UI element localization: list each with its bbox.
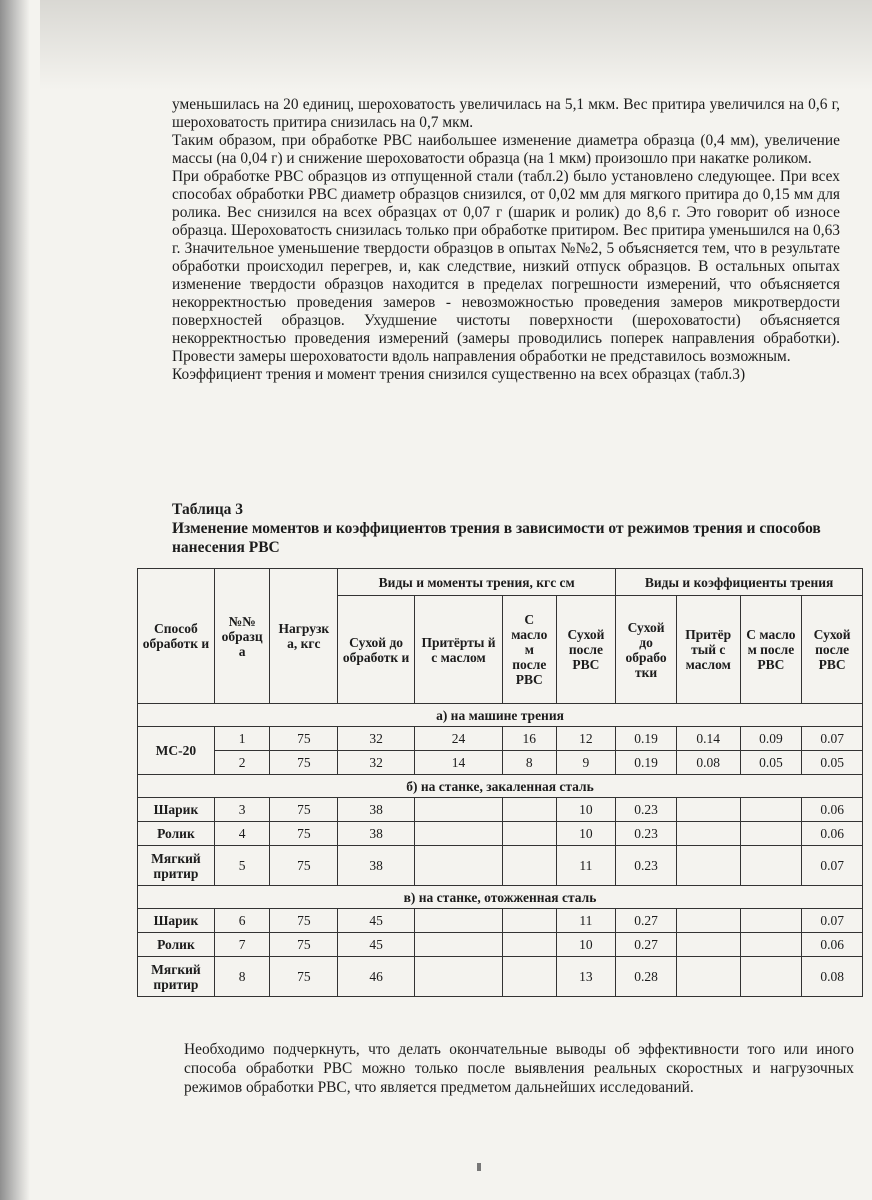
cell-k4: 0.06 — [802, 822, 863, 846]
conclusion-text — [184, 1040, 854, 1097]
cell-m4: 12 — [556, 727, 616, 751]
header-m-lapped-oil: Притёрты й с маслом — [415, 596, 503, 704]
cell-k1: 0.23 — [616, 798, 677, 822]
cell-k2 — [676, 909, 740, 933]
cell-m2 — [415, 798, 503, 822]
cell-load: 75 — [270, 933, 338, 957]
paragraph-4: Коэффициент трения и момент трения снизился существенно на всех образцах (табл.3) — [172, 366, 746, 383]
table-title: Изменение моментов и коэффициентов трения в зависимости от режимов трения и способов нанесения РВС — [172, 520, 821, 556]
cell-k4: 0.07 — [802, 909, 863, 933]
table-number: Таблица 3 — [172, 501, 243, 518]
cell-m3 — [503, 846, 557, 886]
cell-method: Ролик — [138, 822, 215, 846]
scan-top-shade — [40, 0, 872, 90]
cell-load: 75 — [270, 798, 338, 822]
header-group-moments: Виды и моменты трения, кгс см — [338, 569, 616, 596]
cell-k3 — [740, 822, 802, 846]
cell-m2 — [415, 933, 503, 957]
cell-k1: 0.27 — [616, 909, 677, 933]
cell-m3 — [503, 822, 557, 846]
header-m-dry-after: Сухой после РВС — [556, 596, 616, 704]
header-group-coeffs: Виды и коэффициенты трения — [616, 569, 863, 596]
cell-m1: 32 — [338, 727, 415, 751]
friction-table — [137, 568, 863, 997]
cell-k4: 0.06 — [802, 798, 863, 822]
cell-k4: 0.06 — [802, 933, 863, 957]
cell-load: 75 — [270, 751, 338, 775]
section-title-c: в) на станке, отожженная сталь — [138, 886, 863, 909]
cell-k4: 0.07 — [802, 727, 863, 751]
cell-sample: 2 — [214, 751, 270, 775]
cell-m3 — [503, 909, 557, 933]
cell-m1: 45 — [338, 909, 415, 933]
cell-k3 — [740, 798, 802, 822]
cell-k2 — [676, 846, 740, 886]
header-load: Нагрузк а, кгс — [270, 569, 338, 704]
cell-k3 — [740, 846, 802, 886]
cell-k2: 0.08 — [676, 751, 740, 775]
table-caption — [172, 500, 852, 557]
header-k-oil-after: С масло м после РВС — [740, 596, 802, 704]
cell-m4: 10 — [556, 798, 616, 822]
section-title-b: б) на станке, закаленная сталь — [138, 775, 863, 798]
header-m-dry-before: Сухой до обработк и — [338, 596, 415, 704]
cell-load: 75 — [270, 846, 338, 886]
cell-load: 75 — [270, 822, 338, 846]
cell-k1: 0.27 — [616, 933, 677, 957]
cell-m4: 10 — [556, 933, 616, 957]
cell-load: 75 — [270, 909, 338, 933]
cell-k2 — [676, 822, 740, 846]
scan-mark — [477, 1163, 481, 1171]
cell-m1: 46 — [338, 957, 415, 997]
cell-sample: 3 — [214, 798, 270, 822]
cell-k4: 0.05 — [802, 751, 863, 775]
cell-k4: 0.07 — [802, 846, 863, 886]
paragraph-3: При обработке РВС образцов из отпущенной стали (табл.2) было установлено следующее. При всех способах обработки РВС диаметр образцов снизился, от 0,02 мм для мягкого притира до 0,15 мм для ролика. Вес снизился на всех образцах от 0,07 г (шарик и ролик) до 8,6 г. Это говорит об износе образца. Шероховатость снизилась только при обработке притиром. Вес притира уменьшился на 0,63 г. Значительное уменьшение твердости образцов в опытах №№2, 5 объясняется тем, что в результате обработки происходил перегрев, и, как следствие, низкий отпуск образцов. В остальных опытах изменение твердости образцов находится в пределах погрешности измерений, что объясняется некорректностью проведения замеров - невозможностью проведения замеров микротвердости поверхностей образцов. Ухудшение чистоты поверхности (шероховатости) объясняется некорректностью проведения измерений (замеры проводились поперек направления обработки). Провести замеры шероховатости вдоль направления обработки не представилось возможным. — [172, 168, 840, 365]
cell-m4: 13 — [556, 957, 616, 997]
cell-m2 — [415, 822, 503, 846]
cell-sample: 5 — [214, 846, 270, 886]
cell-k1: 0.19 — [616, 727, 677, 751]
cell-k1: 0.19 — [616, 751, 677, 775]
cell-m4: 11 — [556, 909, 616, 933]
cell-sample: 1 — [214, 727, 270, 751]
cell-method: Мягкий притир — [138, 846, 215, 886]
cell-k2 — [676, 957, 740, 997]
cell-k1: 0.23 — [616, 822, 677, 846]
cell-sample: 4 — [214, 822, 270, 846]
cell-load: 75 — [270, 957, 338, 997]
cell-m3 — [503, 957, 557, 997]
header-k-lapped-oil: Притёр тый с маслом — [676, 596, 740, 704]
cell-m1: 45 — [338, 933, 415, 957]
cell-load: 75 — [270, 727, 338, 751]
cell-m3: 16 — [503, 727, 557, 751]
cell-m1: 38 — [338, 846, 415, 886]
header-m-oil-after: С масло м после РВС — [503, 596, 557, 704]
cell-m1: 32 — [338, 751, 415, 775]
header-k-dry-after: Сухой после РВС — [802, 596, 863, 704]
cell-k1: 0.23 — [616, 846, 677, 886]
body-text — [172, 96, 840, 384]
cell-method: МС-20 — [138, 727, 215, 775]
header-k-dry-before: Сухой до обрабо тки — [616, 596, 677, 704]
cell-m2 — [415, 957, 503, 997]
header-sample: №№ образц а — [214, 569, 270, 704]
cell-k3 — [740, 933, 802, 957]
cell-sample: 7 — [214, 933, 270, 957]
cell-k3 — [740, 957, 802, 997]
cell-m4: 9 — [556, 751, 616, 775]
cell-m2: 14 — [415, 751, 503, 775]
cell-k2 — [676, 933, 740, 957]
cell-method: Шарик — [138, 798, 215, 822]
conclusion-paragraph: Необходимо подчеркнуть, что делать окончательные выводы об эффективности того или иного способа обработки РВС можно только после выявления реальных скоростных и нагрузочных режимов обработки РВС, что является предметом дальнейших исследований. — [184, 1041, 854, 1096]
cell-m3 — [503, 933, 557, 957]
paragraph-2: Таким образом, при обработке РВС наибольшее изменение диаметра образца (0,4 мм), увеличение массы (на 0,04 г) и снижение шероховатости образца (на 1 мкм) произошло при накатке роликом. — [172, 132, 840, 167]
cell-m1: 38 — [338, 798, 415, 822]
cell-m2 — [415, 909, 503, 933]
paragraph-1: уменьшилась на 20 единиц, шероховатость увеличилась на 5,1 мкм. Вес притира увеличился на 0,6 г, шероховатость притира снизилась на 0,7 мкм. — [172, 96, 840, 131]
cell-sample: 6 — [214, 909, 270, 933]
header-method: Способ обработк и — [138, 569, 215, 704]
cell-m4: 10 — [556, 822, 616, 846]
cell-k2 — [676, 798, 740, 822]
cell-sample: 8 — [214, 957, 270, 997]
cell-k2: 0.14 — [676, 727, 740, 751]
cell-k3 — [740, 909, 802, 933]
cell-m2 — [415, 846, 503, 886]
cell-k3: 0.09 — [740, 727, 802, 751]
cell-m3: 8 — [503, 751, 557, 775]
cell-k1: 0.28 — [616, 957, 677, 997]
section-title-a: а) на машине трения — [138, 704, 863, 727]
cell-m3 — [503, 798, 557, 822]
scan-edge-shadow — [0, 0, 30, 1200]
cell-method: Ролик — [138, 933, 215, 957]
cell-m4: 11 — [556, 846, 616, 886]
cell-k3: 0.05 — [740, 751, 802, 775]
cell-k4: 0.08 — [802, 957, 863, 997]
cell-m2: 24 — [415, 727, 503, 751]
cell-method: Мягкий притир — [138, 957, 215, 997]
cell-method: Шарик — [138, 909, 215, 933]
cell-m1: 38 — [338, 822, 415, 846]
